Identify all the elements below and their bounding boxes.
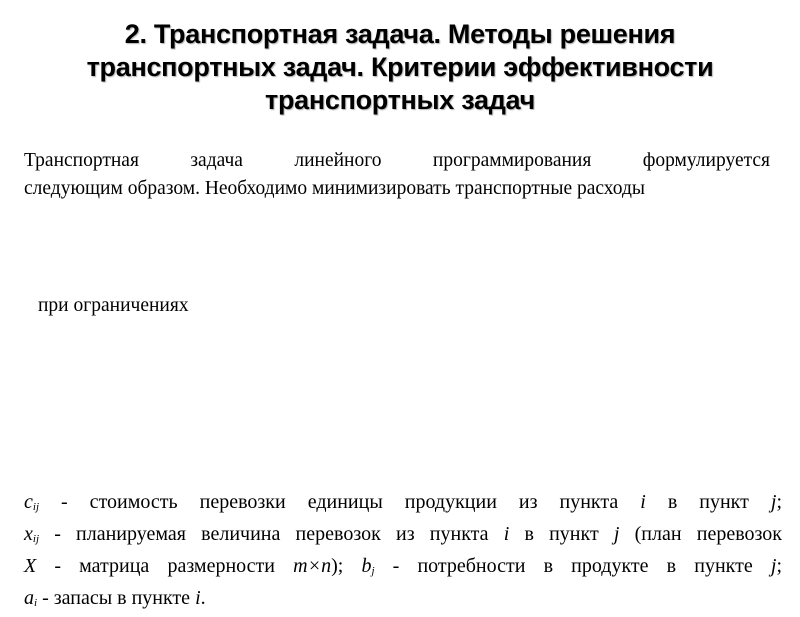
x-description: - планируемая величина перевозок из пункта: [39, 523, 504, 545]
a-description: - запасы в пункте: [37, 587, 196, 609]
index-i: i: [195, 587, 201, 609]
title-line-2: транспортных задач. Критерии эффективности: [86, 52, 714, 82]
matrix-close: );: [331, 555, 362, 577]
x-description-2: в пункт: [509, 523, 614, 545]
a-subscript: i: [34, 597, 38, 609]
title-line-1: 2. Транспортная задача. Методы решения: [124, 19, 676, 49]
period: .: [200, 587, 206, 609]
separator: ;: [776, 491, 782, 513]
a-symbol: a: [24, 587, 34, 609]
c-subscript: ij: [32, 501, 40, 513]
intro-paragraph: [24, 147, 770, 203]
separator: ;: [776, 555, 783, 577]
c-symbol: c: [24, 491, 33, 513]
definition-line-2: [24, 521, 782, 553]
index-j: j: [613, 523, 620, 545]
matrix-description: - матрица размерности: [36, 555, 294, 577]
index-i: i: [503, 523, 510, 545]
definition-line-1: [24, 489, 782, 521]
title-line-3: транспортных задач: [265, 85, 535, 115]
b-description: - потребности в продукте в пункте: [374, 555, 771, 577]
b-symbol: b: [361, 555, 372, 577]
page-title: [40, 18, 760, 117]
index-i: i: [640, 491, 646, 513]
c-description: - стоимость перевозки единицы продукции из пункта: [39, 491, 641, 513]
x-description-3: (план перевозок: [619, 523, 783, 545]
index-j: j: [770, 491, 777, 513]
c-description-2: в пункт: [645, 491, 771, 513]
b-subscript: j: [371, 565, 375, 577]
definition-line-3: [24, 553, 782, 585]
matrix-dimension: m×n: [293, 555, 332, 577]
definitions-paragraph: [24, 489, 782, 617]
x-symbol: x: [24, 523, 33, 545]
definition-line-4: [24, 585, 782, 617]
matrix-symbol: X: [24, 555, 37, 577]
intro-line-1: Транспортная задача линейного программирования формулируется: [24, 150, 770, 171]
constraints-label: при ограничениях: [38, 295, 189, 316]
x-subscript: ij: [32, 533, 40, 545]
intro-line-2: следующим образом. Необходимо минимизировать транспортные расходы: [24, 178, 646, 199]
index-j: j: [770, 555, 777, 577]
